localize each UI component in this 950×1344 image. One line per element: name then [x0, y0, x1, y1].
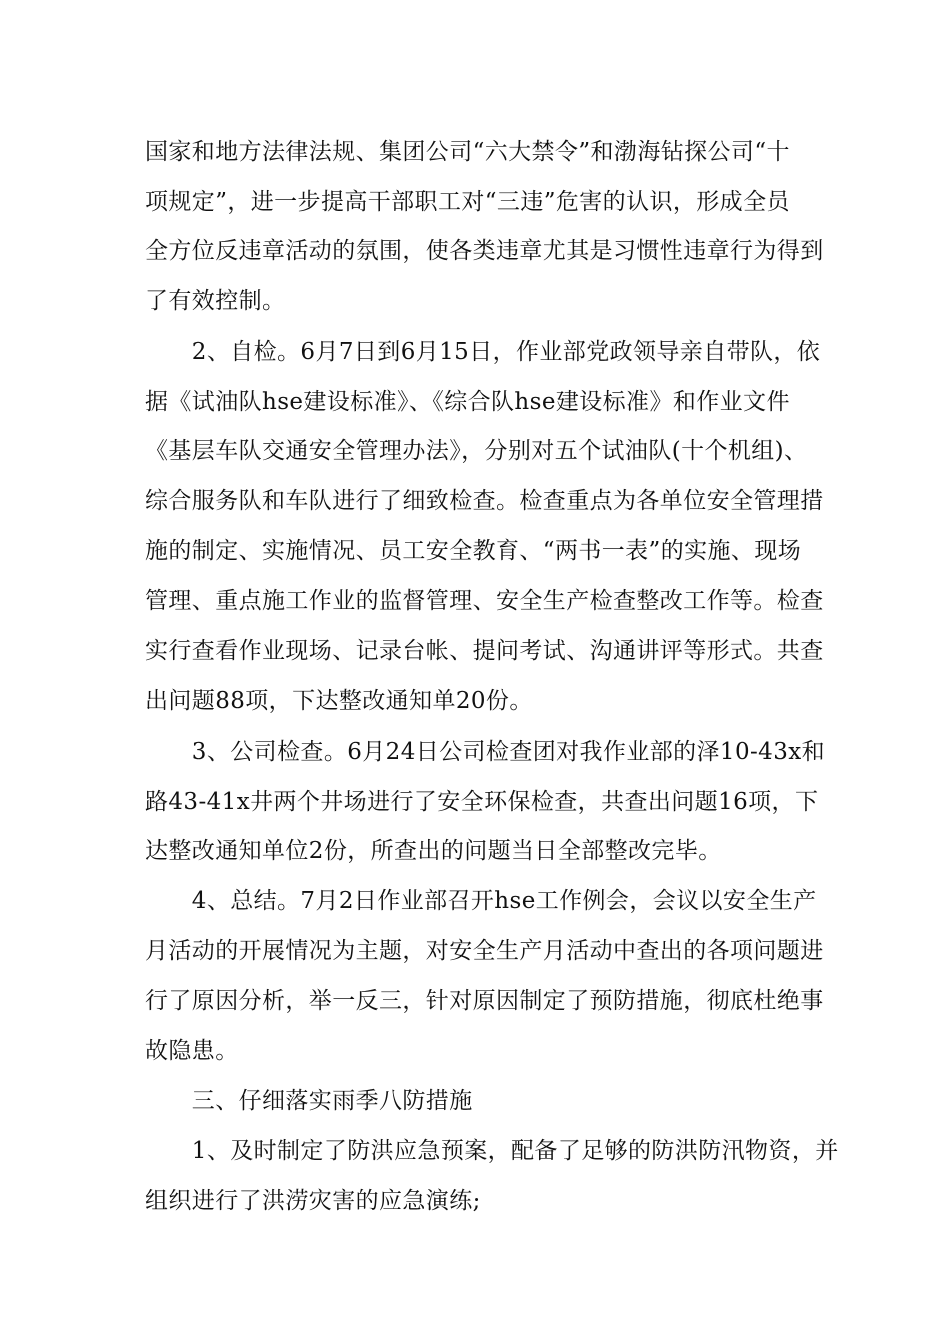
section-heading: 三、仔细落实雨季八防措施 [145, 1088, 473, 1114]
text-line: 全方位反违章活动的氛围，使各类违章尤其是习惯性违章行为得到 [145, 238, 824, 264]
text-line: 月活动的开展情况为主题，对安全生产月活动中查出的各项问题进 [145, 938, 824, 964]
text-line: 了有效控制。 [145, 288, 286, 314]
text-line: 1、及时制定了防洪应急预案，配备了足够的防洪防汛物资，并 [145, 1138, 839, 1164]
text-line: 实行查看作业现场、记录台帐、提问考试、沟通讲评等形式。共查 [145, 638, 824, 664]
text-line: 出问题88项，下达整改通知单20份。 [145, 688, 533, 714]
text-line: 组织进行了洪涝灾害的应急演练; [145, 1188, 481, 1214]
text-line: 据《试油队hse建设标准》、《综合队hse建设标准》和作业文件 [145, 389, 790, 415]
text-line: 管理、重点施工作业的监督管理、安全生产检查整改工作等。检查 [145, 588, 824, 614]
text-line: 2、自检。6月7日到6月15日，作业部党政领导亲自带队，依 [145, 339, 821, 365]
text-line: 《基层车队交通安全管理办法》，分别对五个试油队(十个机组)、 [145, 438, 808, 464]
text-line: 3、公司检查。6月24日公司检查团对我作业部的泽10-43x和 [145, 739, 826, 765]
text-line: 施的制定、实施情况、员工安全教育、“两书一表”的实施、现场 [145, 538, 802, 564]
text-line: 综合服务队和车队进行了细致检查。检查重点为各单位安全管理措 [145, 488, 824, 514]
text-line: 4、总结。7月2日作业部召开hse工作例会，会议以安全生产 [145, 888, 817, 914]
text-line: 项规定”，进一步提高干部职工对“三违”危害的认识，形成全员 [145, 189, 790, 215]
text-line: 行了原因分析，举一反三，针对原因制定了预防措施，彻底杜绝事 [145, 988, 824, 1014]
text-line: 国家和地方法律法规、集团公司“六大禁令”和渤海钻探公司“十 [145, 139, 790, 165]
text-line: 故隐患。 [145, 1038, 239, 1064]
text-line: 路43-41x井两个井场进行了安全环保检查，共查出问题16项，下 [145, 789, 819, 815]
text-line: 达整改通知单位2份，所查出的问题当日全部整改完毕。 [145, 838, 722, 864]
